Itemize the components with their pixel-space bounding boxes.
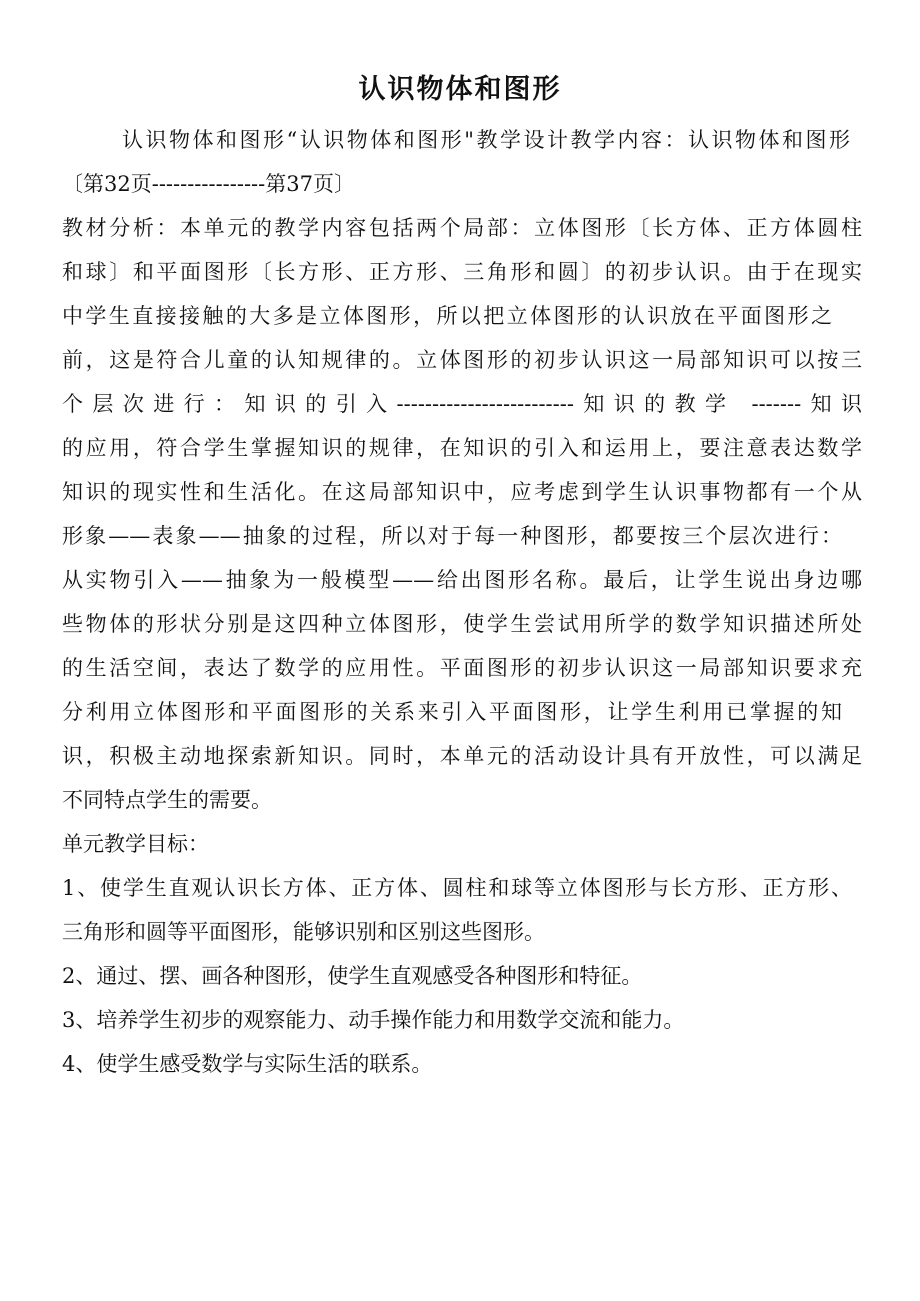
text-line: 和球〕和平面图形〔长方形、正方形、三角形和圆〕的初步认识。由于在现实 <box>62 260 862 284</box>
text-line: 〔第32页----------------第37页〕 <box>62 172 355 196</box>
text-line: 前，这是符合儿童的认知规律的。立体图形的初步认识这一局部知识可以按三 <box>62 348 862 372</box>
text-line: 识，积极主动地探索新知识。同时，本单元的活动设计具有开放性，可以满足 <box>62 744 862 768</box>
text-line: 从实物引入——抽象为一般模型——给出图形名称。最后，让学生说出身边哪 <box>62 568 862 592</box>
text-line: 的生活空间，表达了数学的应用性。平面图形的初步认识这一局部知识要求充 <box>62 656 862 680</box>
text-line: 些物体的形状分别是这四种立体图形，使学生尝试用所学的数学知识描述所处 <box>62 612 862 636</box>
text-line: 知识的现实性和生活化。在这局部知识中，应考虑到学生认识事物都有一个从 <box>62 480 862 504</box>
text-line: 的应用，符合学生掌握知识的规律，在知识的引入和运用上，要注意表达数学 <box>62 436 862 460</box>
list-item: 4、使学生感受数学与实际生活的联系。 <box>62 1052 433 1076</box>
text-line: 形象——表象——抽象的过程，所以对于每一种图形，都要按三个层次进行： <box>62 524 842 548</box>
section-heading: 单元教学目标： <box>62 832 209 856</box>
list-item: 3、培养学生初步的观察能力、动手操作能力和用数学交流和能力。 <box>62 1008 685 1032</box>
text-line: 个层次进行：知识的引入-------------------------知识的教学 -------知识 <box>62 392 862 416</box>
page-title: 认识物体和图形 <box>358 74 562 105</box>
text-line: 认识物体和图形“认识物体和图形"教学设计教学内容：认识物体和图形 <box>122 128 850 152</box>
list-item-continued: 三角形和圆等平面图形，能够识别和区别这些图形。 <box>62 920 545 944</box>
text-line: 中学生直接接触的大多是立体图形，所以把立体图形的认识放在平面图形之 <box>62 304 832 328</box>
text-line: 分利用立体图形和平面图形的关系来引入平面图形，让学生利用已掌握的知 <box>62 700 842 724</box>
text-line: 不同特点学生的需要。 <box>62 788 272 812</box>
text-line: 教材分析：本单元的教学内容包括两个局部：立体图形〔长方体、正方体圆柱 <box>62 216 862 240</box>
list-item: 1、使学生直观认识长方体、正方体、圆柱和球等立体图形与长方形、正方形、 <box>62 876 852 900</box>
list-item: 2、通过、摆、画各种图形，使学生直观感受各种图形和特征。 <box>62 964 643 988</box>
